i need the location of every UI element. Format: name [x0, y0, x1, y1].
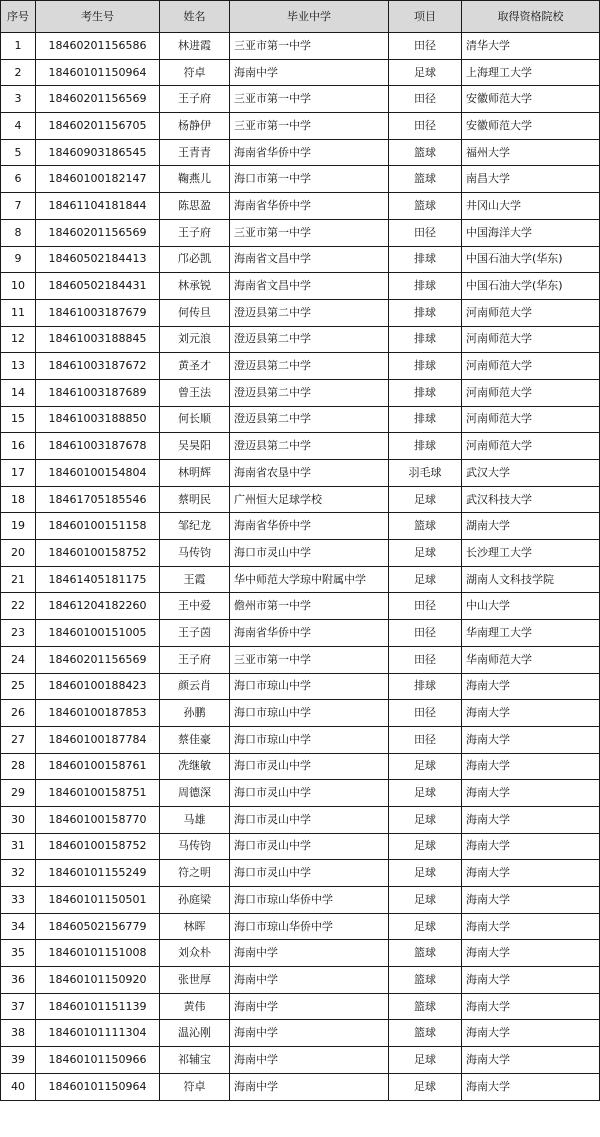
- table-row: [1, 620, 600, 647]
- header-exam-number: 考生号: [36, 1, 160, 33]
- cell-school: 海南中学: [230, 1047, 389, 1074]
- cell-exam-number: 18460100187853: [36, 700, 160, 727]
- cell-index: 29: [1, 780, 36, 807]
- cell-index: 7: [1, 193, 36, 220]
- header-school: 毕业中学: [230, 1, 389, 33]
- cell-university: 中国石油大学(华东): [462, 273, 600, 300]
- cell-name: 曾王法: [160, 379, 230, 406]
- cell-university: 安徽师范大学: [462, 86, 600, 113]
- cell-exam-number: 18460502184413: [36, 246, 160, 273]
- cell-exam-number: 18460100151005: [36, 620, 160, 647]
- cell-school: 澄迈县第二中学: [230, 379, 389, 406]
- table-row: [1, 940, 600, 967]
- cell-school: 海口市灵山中学: [230, 860, 389, 887]
- cell-university: 海南大学: [462, 726, 600, 753]
- cell-index: 33: [1, 887, 36, 914]
- cell-name: 孙庭梁: [160, 887, 230, 914]
- cell-exam-number: 18461003187678: [36, 433, 160, 460]
- cell-school: 海南中学: [230, 59, 389, 86]
- cell-sport: 足球: [389, 540, 462, 567]
- cell-exam-number: 18461003187672: [36, 353, 160, 380]
- cell-university: 海南大学: [462, 1020, 600, 1047]
- cell-name: 孙鹏: [160, 700, 230, 727]
- table-row: [1, 540, 600, 567]
- cell-exam-number: 18460100158752: [36, 540, 160, 567]
- cell-name: 陈思盈: [160, 193, 230, 220]
- cell-exam-number: 18460502156779: [36, 913, 160, 940]
- cell-exam-number: 18460502184431: [36, 273, 160, 300]
- table-row: [1, 433, 600, 460]
- cell-university: 海南大学: [462, 1047, 600, 1074]
- cell-school: 海口市琼山华侨中学: [230, 913, 389, 940]
- cell-sport: 足球: [389, 59, 462, 86]
- cell-exam-number: 18461003187679: [36, 299, 160, 326]
- cell-university: 南昌大学: [462, 166, 600, 193]
- cell-exam-number: 18460903186545: [36, 139, 160, 166]
- cell-exam-number: 18461705185546: [36, 486, 160, 513]
- cell-school: 三亚市第一中学: [230, 86, 389, 113]
- table-row: [1, 486, 600, 513]
- cell-university: 海南大学: [462, 887, 600, 914]
- cell-school: 海口市琼山中学: [230, 726, 389, 753]
- cell-sport: 排球: [389, 406, 462, 433]
- cell-sport: 足球: [389, 1073, 462, 1100]
- cell-index: 38: [1, 1020, 36, 1047]
- cell-name: 马传钧: [160, 540, 230, 567]
- cell-name: 吴昊阳: [160, 433, 230, 460]
- cell-university: 海南大学: [462, 1073, 600, 1100]
- cell-school: 澄迈县第二中学: [230, 433, 389, 460]
- cell-university: 井冈山大学: [462, 193, 600, 220]
- cell-sport: 田径: [389, 33, 462, 60]
- cell-index: 20: [1, 540, 36, 567]
- cell-school: 三亚市第一中学: [230, 219, 389, 246]
- cell-university: 海南大学: [462, 700, 600, 727]
- cell-index: 26: [1, 700, 36, 727]
- cell-name: 符卓: [160, 1073, 230, 1100]
- cell-exam-number: 18460100188423: [36, 673, 160, 700]
- cell-name: 林承锐: [160, 273, 230, 300]
- table-row: [1, 139, 600, 166]
- cell-school: 海口市灵山中学: [230, 780, 389, 807]
- cell-university: 华南师范大学: [462, 646, 600, 673]
- cell-sport: 篮球: [389, 993, 462, 1020]
- cell-exam-number: 18460101150966: [36, 1047, 160, 1074]
- cell-index: 27: [1, 726, 36, 753]
- cell-name: 邹纪龙: [160, 513, 230, 540]
- cell-sport: 田径: [389, 620, 462, 647]
- cell-sport: 篮球: [389, 1020, 462, 1047]
- cell-sport: 排球: [389, 433, 462, 460]
- table-row: [1, 246, 600, 273]
- cell-school: 儋州市第一中学: [230, 593, 389, 620]
- cell-index: 32: [1, 860, 36, 887]
- cell-sport: 足球: [389, 753, 462, 780]
- cell-sport: 排球: [389, 273, 462, 300]
- cell-school: 海南省文昌中学: [230, 273, 389, 300]
- cell-name: 祁辅宝: [160, 1047, 230, 1074]
- cell-name: 马传钧: [160, 833, 230, 860]
- cell-exam-number: 18460201156586: [36, 33, 160, 60]
- cell-name: 邝必凯: [160, 246, 230, 273]
- cell-index: 40: [1, 1073, 36, 1100]
- cell-index: 4: [1, 113, 36, 140]
- cell-exam-number: 18461104181844: [36, 193, 160, 220]
- cell-university: 海南大学: [462, 913, 600, 940]
- table-row: [1, 1047, 600, 1074]
- cell-exam-number: 18460100154804: [36, 460, 160, 487]
- cell-university: 海南大学: [462, 967, 600, 994]
- table-row: [1, 219, 600, 246]
- cell-school: 海南中学: [230, 967, 389, 994]
- cell-school: 海南省农垦中学: [230, 460, 389, 487]
- cell-university: 河南师范大学: [462, 406, 600, 433]
- cell-school: 澄迈县第二中学: [230, 326, 389, 353]
- table-row: [1, 566, 600, 593]
- cell-exam-number: 18460101150920: [36, 967, 160, 994]
- table-row: [1, 967, 600, 994]
- cell-name: 林明辉: [160, 460, 230, 487]
- table-row: [1, 460, 600, 487]
- cell-university: 河南师范大学: [462, 433, 600, 460]
- cell-index: 1: [1, 33, 36, 60]
- cell-school: 澄迈县第二中学: [230, 406, 389, 433]
- table-row: [1, 726, 600, 753]
- table-row: [1, 326, 600, 353]
- table-row: [1, 860, 600, 887]
- cell-name: 何长顺: [160, 406, 230, 433]
- cell-sport: 田径: [389, 646, 462, 673]
- header-name: 姓名: [160, 1, 230, 33]
- cell-name: 王中爱: [160, 593, 230, 620]
- table-row: [1, 646, 600, 673]
- cell-name: 刘元浪: [160, 326, 230, 353]
- header-row: [1, 1, 600, 33]
- cell-school: 海南省华侨中学: [230, 620, 389, 647]
- cell-sport: 足球: [389, 806, 462, 833]
- table-row: [1, 86, 600, 113]
- cell-name: 温沁刚: [160, 1020, 230, 1047]
- cell-exam-number: 18460100158761: [36, 753, 160, 780]
- cell-sport: 足球: [389, 887, 462, 914]
- cell-exam-number: 18461003188850: [36, 406, 160, 433]
- cell-university: 海南大学: [462, 993, 600, 1020]
- table-row: [1, 833, 600, 860]
- cell-school: 海口市琼山华侨中学: [230, 887, 389, 914]
- cell-sport: 田径: [389, 700, 462, 727]
- cell-university: 湖南人文科技学院: [462, 566, 600, 593]
- cell-index: 13: [1, 353, 36, 380]
- cell-school: 三亚市第一中学: [230, 113, 389, 140]
- cell-name: 王青青: [160, 139, 230, 166]
- cell-index: 34: [1, 913, 36, 940]
- cell-school: 海南中学: [230, 1020, 389, 1047]
- table-row: [1, 406, 600, 433]
- cell-sport: 篮球: [389, 967, 462, 994]
- cell-name: 林晖: [160, 913, 230, 940]
- table-body: [1, 33, 600, 1101]
- cell-index: 36: [1, 967, 36, 994]
- cell-exam-number: 18461003188845: [36, 326, 160, 353]
- cell-sport: 篮球: [389, 193, 462, 220]
- cell-name: 林进霞: [160, 33, 230, 60]
- cell-exam-number: 18461003187689: [36, 379, 160, 406]
- cell-index: 25: [1, 673, 36, 700]
- table-row: [1, 513, 600, 540]
- cell-school: 海口市琼山中学: [230, 700, 389, 727]
- cell-school: 海南中学: [230, 1073, 389, 1100]
- header-sport: 项目: [389, 1, 462, 33]
- cell-university: 海南大学: [462, 673, 600, 700]
- cell-school: 海口市灵山中学: [230, 833, 389, 860]
- cell-sport: 排球: [389, 326, 462, 353]
- cell-index: 31: [1, 833, 36, 860]
- cell-index: 23: [1, 620, 36, 647]
- cell-university: 福州大学: [462, 139, 600, 166]
- cell-exam-number: 18460101155249: [36, 860, 160, 887]
- table-row: [1, 700, 600, 727]
- table-row: [1, 59, 600, 86]
- cell-name: 杨静伊: [160, 113, 230, 140]
- cell-sport: 足球: [389, 486, 462, 513]
- table-row: [1, 806, 600, 833]
- cell-name: 刘众朴: [160, 940, 230, 967]
- cell-index: 24: [1, 646, 36, 673]
- cell-index: 30: [1, 806, 36, 833]
- table-row: [1, 1020, 600, 1047]
- cell-sport: 田径: [389, 726, 462, 753]
- cell-sport: 篮球: [389, 166, 462, 193]
- cell-sport: 排球: [389, 673, 462, 700]
- cell-school: 海口市琼山中学: [230, 673, 389, 700]
- cell-university: 海南大学: [462, 806, 600, 833]
- table-row: [1, 1073, 600, 1100]
- cell-index: 18: [1, 486, 36, 513]
- cell-university: 海南大学: [462, 860, 600, 887]
- cell-university: 海南大学: [462, 753, 600, 780]
- cell-exam-number: 18460100158751: [36, 780, 160, 807]
- cell-school: 澄迈县第二中学: [230, 353, 389, 380]
- cell-name: 符之明: [160, 860, 230, 887]
- cell-exam-number: 18461405181175: [36, 566, 160, 593]
- table-row: [1, 299, 600, 326]
- cell-name: 蔡明民: [160, 486, 230, 513]
- cell-index: 17: [1, 460, 36, 487]
- cell-index: 3: [1, 86, 36, 113]
- cell-exam-number: 18460100158752: [36, 833, 160, 860]
- cell-name: 王子茵: [160, 620, 230, 647]
- table-row: [1, 593, 600, 620]
- cell-sport: 足球: [389, 1047, 462, 1074]
- cell-exam-number: 18460201156705: [36, 113, 160, 140]
- cell-name: 王子府: [160, 646, 230, 673]
- cell-sport: 排球: [389, 353, 462, 380]
- cell-name: 王霞: [160, 566, 230, 593]
- cell-university: 清华大学: [462, 33, 600, 60]
- cell-index: 19: [1, 513, 36, 540]
- cell-index: 12: [1, 326, 36, 353]
- cell-index: 28: [1, 753, 36, 780]
- table-row: [1, 993, 600, 1020]
- cell-sport: 田径: [389, 219, 462, 246]
- cell-exam-number: 18460100158770: [36, 806, 160, 833]
- table-row: [1, 673, 600, 700]
- cell-school: 海南中学: [230, 940, 389, 967]
- cell-name: 何传旦: [160, 299, 230, 326]
- cell-index: 16: [1, 433, 36, 460]
- cell-school: 海南省华侨中学: [230, 193, 389, 220]
- cell-university: 海南大学: [462, 833, 600, 860]
- cell-sport: 篮球: [389, 940, 462, 967]
- cell-name: 马雄: [160, 806, 230, 833]
- header-index: 序号: [1, 1, 36, 33]
- cell-university: 华南理工大学: [462, 620, 600, 647]
- cell-exam-number: 18460101150964: [36, 59, 160, 86]
- cell-school: 广州恒大足球学校: [230, 486, 389, 513]
- cell-exam-number: 18460201156569: [36, 646, 160, 673]
- cell-exam-number: 18460100187784: [36, 726, 160, 753]
- cell-index: 15: [1, 406, 36, 433]
- table-row: [1, 166, 600, 193]
- cell-school: 三亚市第一中学: [230, 33, 389, 60]
- cell-sport: 足球: [389, 566, 462, 593]
- cell-university: 河南师范大学: [462, 299, 600, 326]
- cell-exam-number: 18460101151139: [36, 993, 160, 1020]
- cell-school: 海南省华侨中学: [230, 139, 389, 166]
- cell-school: 海口市灵山中学: [230, 540, 389, 567]
- cell-school: 海口市第一中学: [230, 166, 389, 193]
- table-row: [1, 113, 600, 140]
- cell-sport: 田径: [389, 86, 462, 113]
- cell-exam-number: 18460100182147: [36, 166, 160, 193]
- cell-sport: 田径: [389, 113, 462, 140]
- table-header: [1, 1, 600, 33]
- header-university: 取得资格院校: [462, 1, 600, 33]
- cell-university: 湖南大学: [462, 513, 600, 540]
- cell-name: 蔡佳豪: [160, 726, 230, 753]
- cell-university: 河南师范大学: [462, 326, 600, 353]
- cell-name: 黄圣才: [160, 353, 230, 380]
- cell-university: 中山大学: [462, 593, 600, 620]
- cell-index: 39: [1, 1047, 36, 1074]
- cell-university: 长沙理工大学: [462, 540, 600, 567]
- cell-exam-number: 18460101150964: [36, 1073, 160, 1100]
- cell-sport: 羽毛球: [389, 460, 462, 487]
- cell-school: 海南省文昌中学: [230, 246, 389, 273]
- cell-name: 黄伟: [160, 993, 230, 1020]
- cell-sport: 足球: [389, 780, 462, 807]
- cell-school: 海口市灵山中学: [230, 806, 389, 833]
- table-row: [1, 193, 600, 220]
- table-row: [1, 33, 600, 60]
- cell-university: 中国石油大学(华东): [462, 246, 600, 273]
- cell-school: 华中师范大学琼中附属中学: [230, 566, 389, 593]
- cell-exam-number: 18460201156569: [36, 219, 160, 246]
- cell-exam-number: 18460201156569: [36, 86, 160, 113]
- cell-university: 武汉科技大学: [462, 486, 600, 513]
- cell-name: 张世厚: [160, 967, 230, 994]
- cell-university: 河南师范大学: [462, 379, 600, 406]
- cell-sport: 篮球: [389, 139, 462, 166]
- cell-school: 澄迈县第二中学: [230, 299, 389, 326]
- cell-index: 22: [1, 593, 36, 620]
- cell-index: 9: [1, 246, 36, 273]
- cell-exam-number: 18460101150501: [36, 887, 160, 914]
- cell-index: 35: [1, 940, 36, 967]
- cell-index: 37: [1, 993, 36, 1020]
- cell-sport: 篮球: [389, 513, 462, 540]
- cell-name: 周德深: [160, 780, 230, 807]
- cell-index: 6: [1, 166, 36, 193]
- cell-name: 冼继敏: [160, 753, 230, 780]
- cell-sport: 田径: [389, 593, 462, 620]
- table-row: [1, 887, 600, 914]
- cell-university: 上海理工大学: [462, 59, 600, 86]
- cell-name: 鞠燕儿: [160, 166, 230, 193]
- cell-sport: 排球: [389, 299, 462, 326]
- table-row: [1, 780, 600, 807]
- cell-name: 王子府: [160, 219, 230, 246]
- cell-sport: 足球: [389, 913, 462, 940]
- cell-school: 三亚市第一中学: [230, 646, 389, 673]
- cell-university: 中国海洋大学: [462, 219, 600, 246]
- cell-sport: 足球: [389, 833, 462, 860]
- cell-university: 海南大学: [462, 940, 600, 967]
- cell-school: 海口市灵山中学: [230, 753, 389, 780]
- cell-university: 河南师范大学: [462, 353, 600, 380]
- cell-exam-number: 18461204182260: [36, 593, 160, 620]
- cell-name: 颜云肖: [160, 673, 230, 700]
- cell-index: 11: [1, 299, 36, 326]
- cell-university: 海南大学: [462, 780, 600, 807]
- cell-sport: 排球: [389, 246, 462, 273]
- cell-university: 安徽师范大学: [462, 113, 600, 140]
- cell-index: 21: [1, 566, 36, 593]
- cell-exam-number: 18460101111304: [36, 1020, 160, 1047]
- cell-index: 5: [1, 139, 36, 166]
- cell-index: 8: [1, 219, 36, 246]
- table-row: [1, 379, 600, 406]
- cell-exam-number: 18460100151158: [36, 513, 160, 540]
- cell-sport: 排球: [389, 379, 462, 406]
- cell-university: 武汉大学: [462, 460, 600, 487]
- cell-school: 海南省华侨中学: [230, 513, 389, 540]
- table-row: [1, 273, 600, 300]
- cell-sport: 足球: [389, 860, 462, 887]
- table-row: [1, 353, 600, 380]
- cell-index: 10: [1, 273, 36, 300]
- cell-index: 2: [1, 59, 36, 86]
- cell-index: 14: [1, 379, 36, 406]
- cell-name: 王子府: [160, 86, 230, 113]
- cell-exam-number: 18460101151008: [36, 940, 160, 967]
- cell-school: 海南中学: [230, 993, 389, 1020]
- table-row: [1, 913, 600, 940]
- table-row: [1, 753, 600, 780]
- cell-name: 符卓: [160, 59, 230, 86]
